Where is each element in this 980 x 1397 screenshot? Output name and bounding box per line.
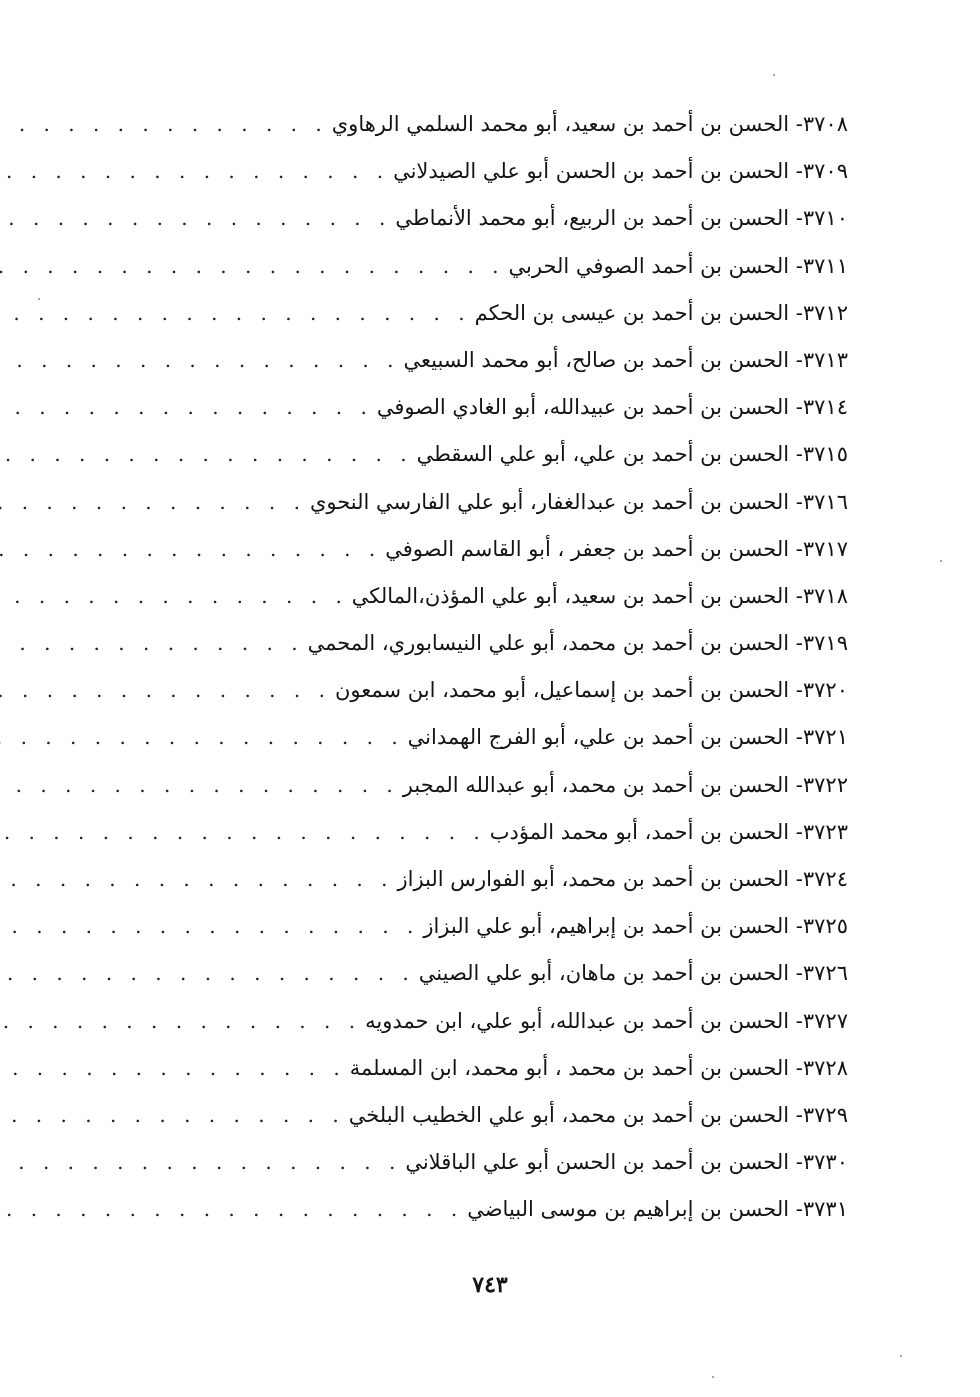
toc-entry — [132, 383, 848, 430]
dot-leader — [0, 431, 417, 478]
scan-speck — [38, 298, 40, 300]
dot-leader — [0, 479, 310, 526]
dot-leader — [0, 101, 332, 148]
dot-leader — [0, 1186, 467, 1233]
toc-entry — [132, 619, 848, 666]
toc-entry-title: ٣٧٢٣- الحسن بن أحمد، أبو محمد المؤدب — [489, 819, 848, 844]
dot-leader — [0, 573, 352, 620]
toc-entry-title: ٣٧٢٠- الحسن بن أحمد بن إسماعيل، أبو محمد، ابن سمعون — [334, 678, 848, 703]
toc-list — [132, 100, 848, 1233]
toc-entry — [132, 194, 848, 241]
toc-entry-title: ٣٧١٨- الحسن بن أحمد بن سعيد، أبو علي المؤذن،المالكي — [351, 583, 848, 608]
toc-entry-title: ٣٧٢٨- الحسن بن أحمد بن محمد ، أبو محمد، ابن المسلمة — [349, 1055, 848, 1080]
dot-leader — [0, 950, 419, 997]
dot-leader — [0, 856, 398, 903]
toc-entry — [132, 478, 848, 525]
toc-entry — [132, 242, 848, 289]
toc-entry — [132, 1044, 848, 1091]
toc-entry-title: ٣٧٢٥- الحسن بن أحمد بن إبراهيم، أبو علي البزاز — [423, 914, 848, 939]
dot-leader — [0, 148, 393, 195]
toc-entry — [132, 336, 848, 383]
dot-leader — [0, 243, 509, 290]
toc-entry — [132, 808, 848, 855]
dot-leader — [0, 384, 377, 431]
scan-speck — [712, 1376, 714, 1378]
toc-entry — [132, 997, 848, 1044]
scan-speck — [900, 1355, 902, 1357]
dot-leader — [0, 620, 308, 667]
toc-entry — [132, 430, 848, 477]
toc-entry-title: ٣٧٢٢- الحسن بن أحمد بن محمد، أبو عبدالله المجبر — [402, 772, 848, 797]
toc-entry-title: ٣٧٢٤- الحسن بن أحمد بن محمد، أبو الفوارس البزاز — [397, 867, 848, 891]
dot-leader — [0, 1092, 349, 1139]
toc-entry-title: ٣٧٣٠- الحسن بن أحمد بن الحسن أبو علي الباقلاني — [405, 1150, 848, 1175]
toc-entry — [132, 761, 848, 808]
toc-entry-title: ٣٧١٢- الحسن بن أحمد بن عيسى بن الحكم — [474, 300, 848, 325]
toc-entry — [132, 902, 848, 949]
dot-leader — [0, 290, 475, 337]
scan-speck — [773, 74, 775, 76]
dot-leader — [0, 762, 403, 809]
toc-entry — [132, 572, 848, 619]
toc-entry — [132, 1091, 848, 1138]
dot-leader — [0, 1139, 405, 1186]
toc-entry-title: ٣٧١٩- الحسن بن أحمد بن محمد، أبو علي النيسابوري، المحمي — [307, 631, 848, 656]
toc-entry-title: ٣٧١٧- الحسن بن أحمد بن جعفر ، أبو القاسم الصوفي — [385, 536, 848, 561]
toc-entry-title: ٣٧٠٨- الحسن بن أحمد بن سعيد، أبو محمد السلمي الرهاوي — [331, 112, 848, 136]
toc-entry-title: ٣٧١٤- الحسن بن أحمد بن عبيدالله، أبو الغادي الصوفي — [376, 395, 848, 420]
dot-leader — [0, 998, 365, 1045]
dot-leader — [0, 195, 395, 242]
dot-leader — [0, 903, 423, 950]
toc-entry — [132, 147, 848, 194]
toc-entry-title: ٣٧٢٦- الحسن بن أحمد بن ماهان، أبو علي الصيني — [418, 961, 848, 986]
toc-entry-title: ٣٧١٦- الحسن بن أحمد بن عبدالغفار، أبو علي الفارسي النحوي — [309, 489, 848, 514]
toc-entry-title: ٣٧٢١- الحسن بن أحمد بن علي، أبو الفرج الهمداني — [407, 725, 848, 750]
toc-entry — [132, 289, 848, 336]
dot-leader — [0, 809, 490, 856]
toc-entry — [132, 1185, 848, 1232]
toc-entry-title: ٣٧٢٩- الحسن بن أحمد بن محمد، أبو علي الخطيب البلخي — [348, 1102, 848, 1127]
toc-entry — [132, 666, 848, 713]
dot-leader — [0, 1045, 350, 1092]
dot-leader — [0, 337, 403, 384]
dot-leader — [0, 714, 408, 761]
dot-leader — [0, 667, 335, 714]
toc-entry — [132, 100, 848, 147]
toc-entry — [132, 1138, 848, 1185]
toc-entry — [132, 949, 848, 996]
page-number: ٧٤٣ — [472, 1272, 508, 1298]
toc-entry — [132, 855, 848, 902]
dot-leader — [0, 526, 385, 573]
toc-entry-title: ٣٧٠٩- الحسن بن أحمد بن الحسن أبو علي الصيدلاني — [393, 159, 848, 184]
toc-entry-title: ٣٧٢٧- الحسن بن أحمد بن عبدالله، أبو علي، ابن حمدويه — [365, 1008, 848, 1033]
scan-speck — [940, 560, 942, 562]
toc-entry-title: ٣٧١٥- الحسن بن أحمد بن علي، أبو علي السقطي — [416, 442, 848, 467]
toc-entry — [132, 713, 848, 760]
toc-entry-title: ٣٧٣١- الحسن بن إبراهيم بن موسى البياضي — [467, 1197, 848, 1222]
toc-entry-title: ٣٧١١- الحسن بن أحمد الصوفي الحربي — [508, 253, 848, 278]
toc-entry — [132, 525, 848, 572]
toc-entry-title: ٣٧١٣- الحسن بن أحمد بن صالح، أبو محمد السبيعي — [403, 347, 848, 372]
toc-entry-title: ٣٧١٠- الحسن بن أحمد بن الربيع، أبو محمد الأنماطي — [395, 206, 848, 231]
